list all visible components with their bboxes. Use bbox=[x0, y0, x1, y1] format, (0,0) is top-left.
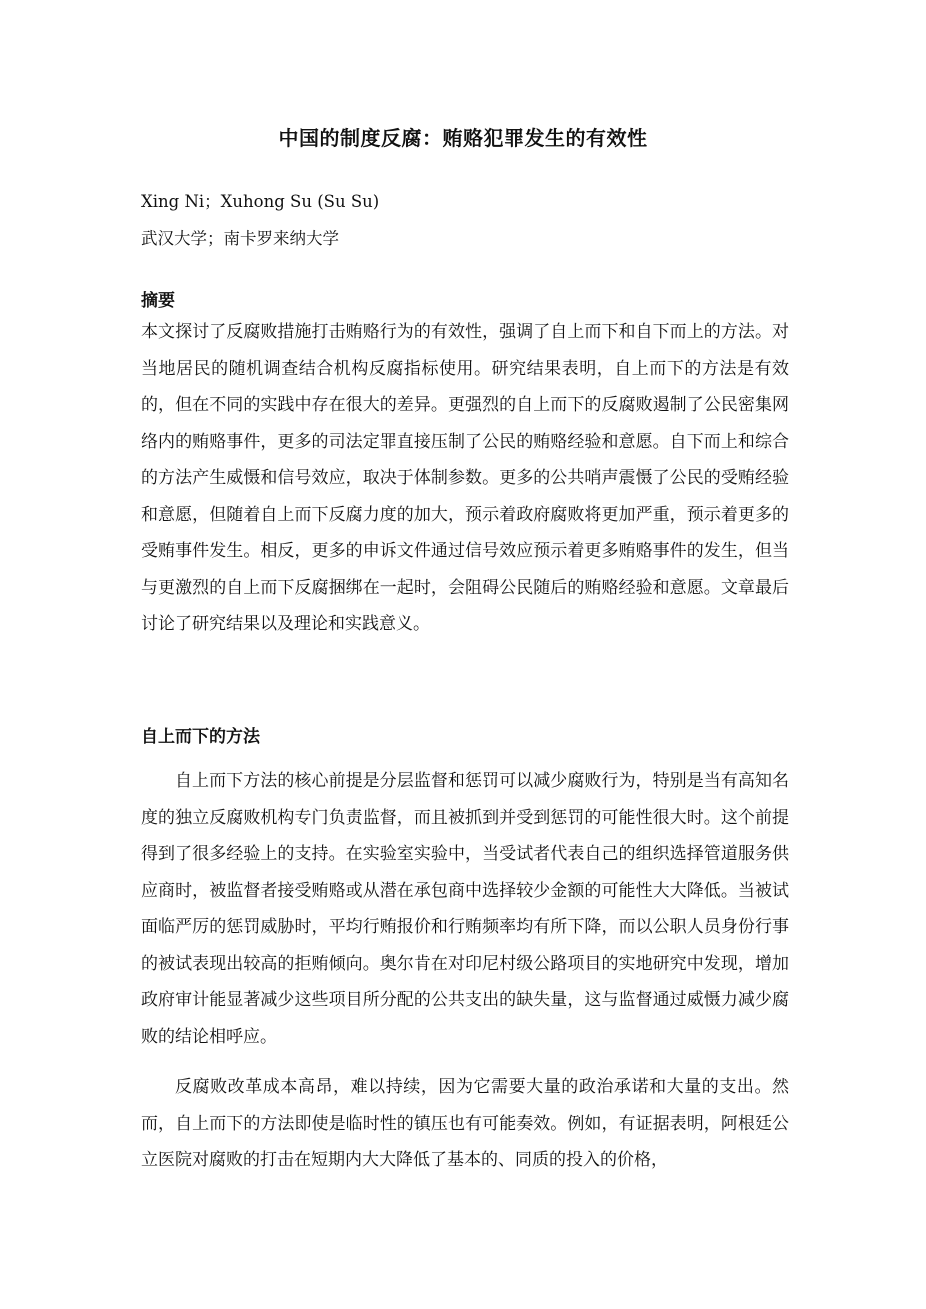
author-list: Xing Ni；Xuhong Su (Su Su) bbox=[141, 192, 380, 211]
body-paragraph: 自上而下方法的核心前提是分层监督和惩罚可以减少腐败行为，特别是当有高知名度的独立反腐败机构专门负责监督，而且被抓到并受到惩罚的可能性很大时。这个前提得到了很多经验上的支持。在实验室实验中，当受试者代表自己的组织选择管道服务供应商时，被监督者接受贿赂或从潜在承包商中选择较少金额的可能性大大降低。当被试面临严厉的惩罚威胁时，平均行贿报价和行贿频率均有所下降，而以公职人员身份行事的被试表现出较高的拒贿倾向。奥尔肯在对印尼村级公路项目的实地研究中发现，增加政府审计能显著减少这些项目所分配的公共支出的缺失量，这与监督通过威慑力减少腐败的结论相呼应。 bbox=[141, 771, 789, 1047]
abstract-heading: 摘要 bbox=[141, 291, 175, 311]
affiliation-list: 武汉大学；南卡罗来纳大学 bbox=[141, 229, 339, 248]
abstract-text: 本文探讨了反腐败措施打击贿赂行为的有效性，强调了自上而下和自下而上的方法。对当地居民的随机调查结合机构反腐指标使用。研究结果表明，自上而下的方法是有效的，但在不同的实践中存在很大的差异。更强烈的自上而下的反腐败遏制了公民密集网络内的贿赂事件，更多的司法定罪直接压制了公民的贿赂经验和意愿。自下而上和综合的方法产生威慑和信号效应，取决于体制参数。更多的公共哨声震慑了公民的受贿经验和意愿，但随着自上而下反腐力度的加大，预示着政府腐败将更加严重，预示着更多的受贿事件发生。相反，更多的申诉文件通过信号效应预示着更多贿赂事件的发生，但当与更激烈的自上而下反腐捆绑在一起时，会阻碍公民随后的贿赂经验和意愿。文章最后讨论了研究结果以及理论和实践意义。 bbox=[141, 322, 789, 634]
section-heading: 自上而下的方法 bbox=[141, 727, 260, 747]
paper-title: 中国的制度反腐：贿赂犯罪发生的有效性 bbox=[278, 126, 648, 150]
body-paragraph: 反腐败改革成本高昂，难以持续，因为它需要大量的政治承诺和大量的支出。然而，自上而下的方法即使是临时性的镇压也有可能奏效。例如，有证据表明，阿根廷公立医院对腐败的打击在短期内大大降低了基本的、同质的投入的价格， bbox=[141, 1077, 789, 1170]
